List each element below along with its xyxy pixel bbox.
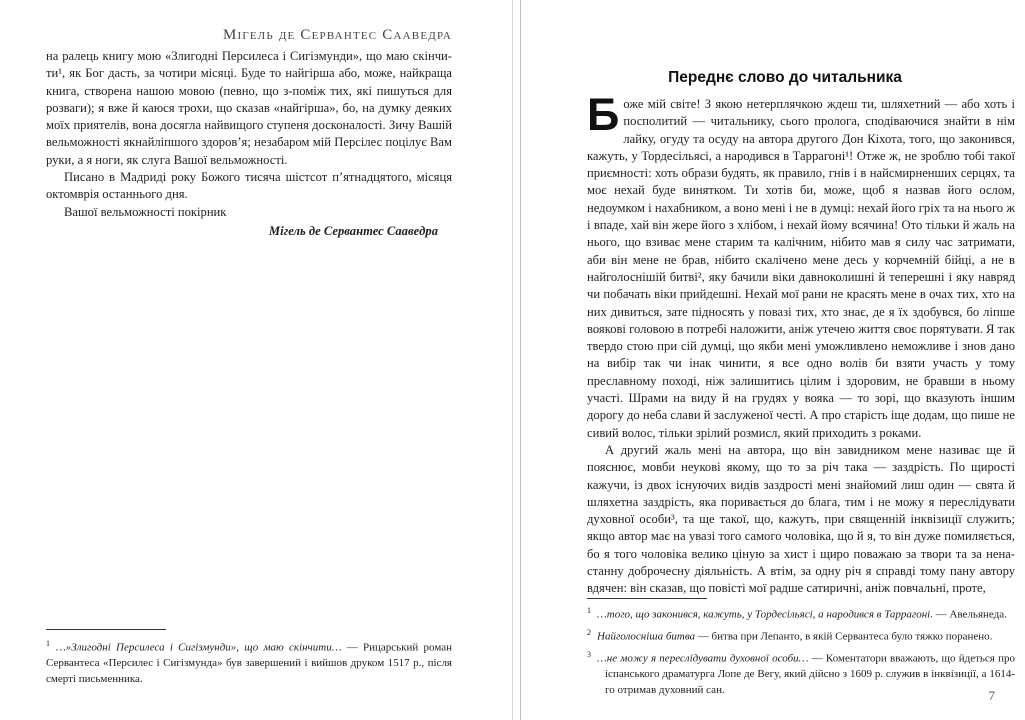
footnote-text: — Рицарський роман Сервантеса «Персилес і Сигізмунда» був завершений і вийшов друком 1517 р., після смерті письменника. [46, 641, 452, 685]
footnote-lead: Найголосніша битва [597, 630, 696, 643]
footnote-mark: 3 [587, 650, 591, 660]
footnote-text: — битва при Лепанто, в якій Сервантеса було тяжко поранено. [695, 630, 993, 643]
footnote-rule [587, 598, 707, 599]
paragraph: на ралець книгу мою «Злигодні Персилеса і Сигізмунди», що маю скінчити¹, як Бог дасть, за чотири місяці. Буде то найгірша або, може, найкраща книга, створена нашою мовою (певно, що з-поміж тих, які пишуться для розваги); я вже й каюся трохи, що сказав «найгірша», бо, на думку деяких моїх приятелів, вона досягла найвищого ступеня досконалості. Зичу Вашій вельможності якнайліпшого здоров’я; незабаром мій Персілес поцілує Вам руки, а я ноги, як слуга Вашої вельможності. [46, 49, 452, 167]
paragraph: Писано в Мадриді року Божого тисяча шістсот п’ятнадцятого, місяця октомврія останнього дня. [46, 170, 452, 202]
footnote-lead: …»Злигодні Персилеса і Сигізмунди», що маю скінчити… [56, 641, 342, 654]
right-page [520, 0, 1025, 720]
left-body-text [46, 48, 452, 240]
signature: Мігель де Сервантес Саавeдра [268, 223, 438, 238]
footnote-rule [46, 629, 166, 630]
running-head: Мігель де Сервантес Саавeдра [222, 27, 452, 43]
footnote [587, 647, 1015, 698]
footnote-text: — Коментатори вважають, що йдеться про іспанського драматурга Лопе де Вегу, який дійсно з 1609 р. служив в інквізиції, а 1614-го отримав духовний сан. [605, 652, 1015, 696]
footnote [587, 603, 1015, 623]
footnote-lead: …не можу я переслідувати духовної особи… [597, 652, 809, 665]
footnote [587, 625, 1015, 645]
drop-cap: Б [587, 89, 620, 140]
footnote [46, 636, 452, 687]
paragraph [587, 89, 1015, 442]
paragraph: А другий жаль мені на автора, що він завидником мене називає ще й пояснює, мовби неукові якому, що то за річ така — заздрість. По щирості кажучи, із двох існуючих видів заздрості мені знайомий лиш один — свята й шляхетна заздрість, яка поривається до блага, тим і не можу я переслідувати духовної особи³, та ще такої, що, кажуть, при священній інквізиції служить; якщо автор має на увазі того самого чоловіка, що й я, то він дуже помиляється, бо я того чоловіка велико ціную за хист і щиро поважаю за твори та за ненастанну доброчесну діяльність. А втім, за одну річ я справді тому пану автору вдячен: він сказав, що повісті мої радше сатиричні, аніж повчальні, проте, [587, 442, 1015, 596]
footnote-mark: 2 [587, 628, 591, 638]
paragraph: Вашої вельможності покірник [64, 204, 227, 219]
paragraph-text: оже мій світе! З якою нетерплячкою ждеш ти, шляхетний — або хоть і посполитий — читальнику, сього пролога, сподіваючися знайти в нім лайку, огуду та осуду на автора другого Дон Кіхота, того, що законився, кажуть, у Тордесільясі, а народився в Таррагоні¹! Отже ж, не зроблю тобі такої приємності: хоть образи будять, як правило, гнів і в найсмирненших серцях, та моє нехай буде винятком. Ти хотів би, може, щоб я назвав його ослом, недоумком і нахабником, а воно мені і не в думці: нехай його гріх та на нього ж і впаде, хай він жере його з хлібом, і нехай йому всячина! Ото тільки й жаль на нього, що взиває мене старим та калічним, нібито мав я силу час затримати, аби він мене не брав, нібито скалічено мене десь у корчемній бійці, а не в найголоснішій битві², яку бачили віки давноколишні й теперешні і яку навряд чи побачать віки прийдешні. Нехай мої рани не красять мене в очах тих, хто на них дивиться, зате підносять у повазі тих, хто знає, де я їх здобувся, бо ліпше воякові головою в потребі наложити, аніж утечею життя своє порятувати. Я так твердо стою при сій думці, що якби мені уможливлено неможливе і знов дано на вибір так чи інак чинити, я все одно волів би взяти участь у тому преславному поході, ніж залишитись цілим і здоровим, не бравши в ньому участі. Шрами на виду й на грудях у вояка — то зорі, що вказують іншим дорогу до неба слави й заслуженої честі. А про старість іще додам, що пише не сивий волос, тільки зрілий розмисл, який приходить з роками. [587, 97, 1015, 440]
footnote-lead: …того, що законився, кажуть, у Тордесільясі, а народився в Таррагоні. [597, 608, 933, 621]
chapter-title: Переднє слово до читальника [668, 69, 902, 86]
footnote-text: — Авельянеда. [932, 608, 1007, 621]
right-body-text [587, 89, 1015, 598]
footnotes [587, 603, 1015, 700]
footnotes [46, 636, 452, 689]
page-number: 7 [988, 688, 995, 703]
footnote-mark: 1 [587, 606, 591, 615]
footnote-mark: 1 [46, 639, 50, 648]
